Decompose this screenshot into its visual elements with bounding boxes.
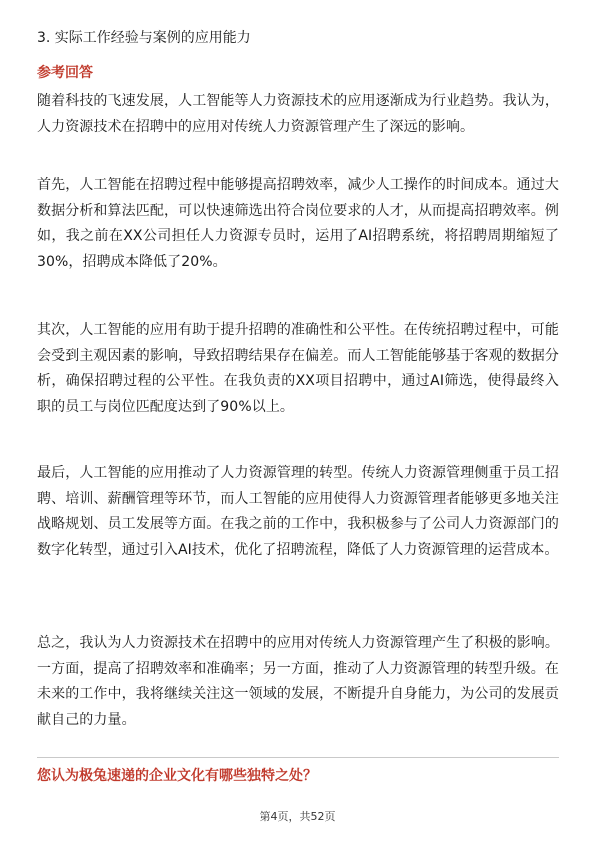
next-question-heading: 您认为极兔速递的企业文化有哪些独特之处？ (37, 768, 317, 784)
answer-label: 参考回答 (37, 65, 93, 81)
answer-paragraph: 最后，人工智能的应用推动了人力资源管理的转型。传统人力资源管理侧重于员工招聘、培训、薪酬管理等环节，而人工智能的应用使得人力资源管理者能够更多地关注战略规划、员工发展等方面。在我之前的工作中，我积极参与了公司人力资源部门的数字化转型，通过引入AI技术，优化了招聘流程，降低了人力资源管理的运营成本。 (37, 465, 559, 558)
answer-paragraph: 首先，人工智能在招聘过程中能够提高招聘效率，减少人工操作的时间成本。通过大数据分析和算法匹配，可以快速筛选出符合岗位要求的人才，从而提高招聘效率。例如，我之前在XX公司担任人力资源专员时，运用了AI招聘系统，将招聘周期缩短了30%，招聘成本降低了20%。 (37, 177, 559, 270)
answer-paragraph: 随着科技的飞速发展，人工智能等人力资源技术的应用逐渐成为行业趋势。我认为，人力资源技术在招聘中的应用对传统人力资源管理产生了深远的影响。 (37, 93, 559, 135)
section-heading: 3. 实际工作经验与案例的应用能力 (37, 30, 251, 46)
answer-paragraph: 其次，人工智能的应用有助于提升招聘的准确性和公平性。在传统招聘过程中，可能会受到主观因素的影响，导致招聘结果存在偏差。而人工智能能够基于客观的数据分析，确保招聘过程的公平性。在我负责的XX项目招聘中，通过AI筛选，使得最终入职的员工与岗位匹配度达到了90%以上。 (37, 322, 559, 415)
page-number: 第4页，共52页 (259, 810, 336, 823)
answer-paragraph: 总之，我认为人力资源技术在招聘中的应用对传统人力资源管理产生了积极的影响。一方面，提高了招聘效率和准确率；另一方面，推动了人力资源管理的转型升级。在未来的工作中，我将继续关注这一领域的发展，不断提升自身能力，为公司的发展贡献自己的力量。 (37, 635, 559, 728)
section-divider (37, 757, 559, 758)
